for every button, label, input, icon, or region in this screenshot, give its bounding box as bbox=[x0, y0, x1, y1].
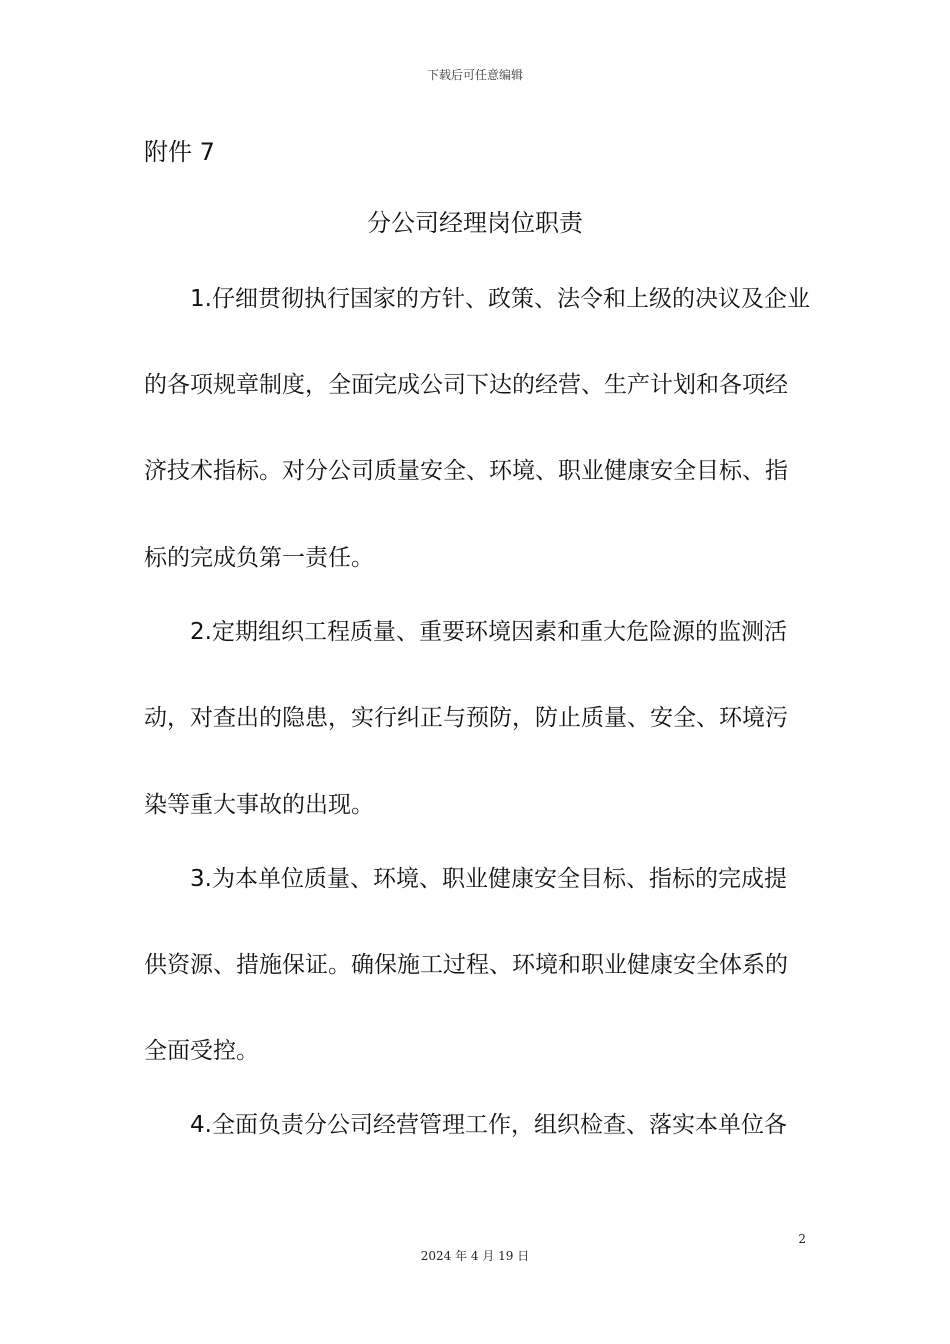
body-line: 3.为本单位质量、环境、职业健康安全目标、指标的完成提 bbox=[190, 866, 787, 892]
body-line: 标的完成负第一责任。 bbox=[144, 545, 374, 571]
page-number: 2 bbox=[798, 1232, 806, 1246]
body-line: 染等重大事故的出现。 bbox=[144, 792, 374, 818]
body-line: 2.定期组织工程质量、重要环境因素和重大危险源的监测活 bbox=[190, 619, 787, 645]
body-line: 全面受控。 bbox=[144, 1038, 259, 1064]
body-line: 济技术指标。对分公司质量安全、环境、职业健康安全目标、指 bbox=[144, 458, 788, 484]
body-line: 供资源、措施保证。确保施工过程、环境和职业健康安全体系的 bbox=[144, 952, 788, 978]
attachment-label: 附件 7 bbox=[144, 138, 215, 166]
document-title: 分公司经理岗位职责 bbox=[367, 209, 583, 237]
body-line: 4.全面负责分公司经营管理工作，组织检查、落实本单位各 bbox=[190, 1112, 787, 1138]
body-line: 1.仔细贯彻执行国家的方针、政策、法令和上级的决议及企业 bbox=[190, 286, 810, 312]
body-line: 动，对查出的隐患，实行纠正与预防，防止质量、安全、环境污 bbox=[144, 705, 788, 731]
footer-date: 2024 年 4 月 19 日 bbox=[420, 1249, 530, 1263]
body-line: 的各项规章制度，全面完成公司下达的经营、生产计划和各项经 bbox=[144, 372, 788, 398]
header-note: 下载后可任意编辑 bbox=[426, 68, 523, 82]
